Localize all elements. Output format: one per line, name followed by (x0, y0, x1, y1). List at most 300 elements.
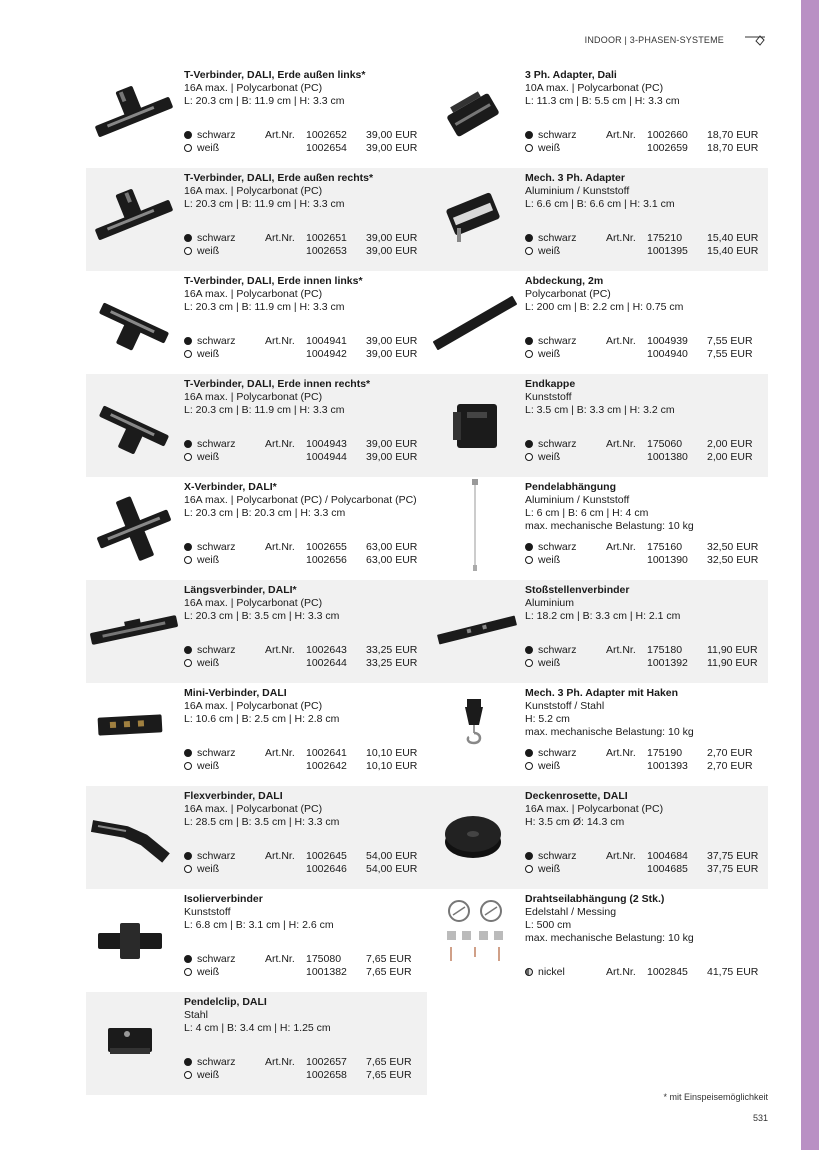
page-number: 531 (752, 1113, 768, 1123)
product-spec: Kunststoff (184, 906, 231, 918)
black-swatch-icon (525, 234, 533, 242)
black-swatch-icon (184, 337, 192, 345)
art-nr-label: Art.Nr. (265, 438, 295, 450)
variant-row (525, 966, 762, 979)
adapter-image (427, 65, 524, 168)
product-title: Deckenrosette, DALI (525, 790, 628, 802)
variant-color: weiß (538, 760, 561, 772)
price: 33,25 EUR (366, 657, 418, 669)
article-number: 1002655 (306, 541, 347, 553)
variant-row (525, 129, 762, 142)
price: 37,75 EUR (707, 850, 759, 862)
art-nr-label: Art.Nr. (265, 850, 295, 862)
product-title: T-Verbinder, DALI, Erde außen rechts* (184, 172, 374, 184)
variant-color: schwarz (197, 747, 236, 759)
article-number: 175060 (647, 438, 683, 450)
product-item (427, 271, 768, 374)
variant-color: schwarz (538, 644, 577, 656)
article-number: 1004940 (647, 348, 688, 360)
t-connector-image (86, 271, 183, 374)
t-connector-image (86, 168, 183, 271)
product-dimensions: L: 18.2 cm | B: 3.3 cm | H: 2.1 cm (525, 610, 681, 622)
article-number: 1002656 (306, 554, 347, 566)
variant-row (525, 657, 762, 670)
white-swatch-icon (184, 968, 192, 976)
product-item (427, 477, 768, 580)
product-item (86, 271, 427, 374)
price: 2,70 EUR (707, 747, 753, 759)
article-number: 1002659 (647, 142, 688, 154)
art-nr-label: Art.Nr. (606, 644, 636, 656)
track-system-icon (745, 31, 767, 47)
variant-row (184, 953, 421, 966)
product-item (86, 168, 427, 271)
price: 7,55 EUR (707, 348, 753, 360)
variant-row (184, 129, 421, 142)
product-spec: Edelstahl / Messing (525, 906, 617, 918)
product-dimensions: L: 200 cm | B: 2.2 cm | H: 0.75 cm (525, 301, 684, 313)
product-spec: 16A max. | Polycarbonat (PC) (184, 597, 323, 609)
variant-row (184, 554, 421, 567)
product-item (86, 374, 427, 477)
product-spec: Aluminium / Kunststoff (525, 494, 630, 506)
price: 39,00 EUR (366, 232, 418, 244)
joint-connector-image (427, 580, 524, 683)
product-dimensions: L: 11.3 cm | B: 5.5 cm | H: 3.3 cm (525, 95, 680, 107)
product-dimensions: L: 500 cm (525, 919, 572, 931)
variant-color: schwarz (538, 335, 577, 347)
white-swatch-icon (184, 659, 192, 667)
flex-connector-image (86, 786, 183, 889)
variant-row (184, 335, 421, 348)
product-item (86, 683, 427, 786)
price: 11,90 EUR (707, 657, 758, 669)
white-swatch-icon (525, 453, 533, 461)
variant-row (184, 644, 421, 657)
variant-color: nickel (538, 966, 565, 978)
article-number: 1004942 (306, 348, 347, 360)
product-dimensions: L: 20.3 cm | B: 11.9 cm | H: 3.3 cm (184, 404, 345, 416)
art-nr-label: Art.Nr. (265, 644, 295, 656)
variant-color: weiß (538, 451, 561, 463)
variant-color: schwarz (538, 747, 577, 759)
product-item (427, 889, 768, 992)
product-item (427, 65, 768, 168)
variant-color: schwarz (197, 129, 236, 141)
product-title: Mini-Verbinder, DALI (184, 687, 287, 699)
price: 2,00 EUR (707, 438, 753, 450)
article-number: 1004941 (306, 335, 347, 347)
product-dimensions: L: 28.5 cm | B: 3.5 cm | H: 3.3 cm (184, 816, 340, 828)
price: 2,70 EUR (707, 760, 753, 772)
product-spec: Polycarbonat (PC) (525, 288, 611, 300)
variant-row (184, 966, 421, 979)
black-swatch-icon (525, 749, 533, 757)
art-nr-label: Art.Nr. (265, 232, 295, 244)
black-swatch-icon (184, 234, 192, 242)
price: 39,00 EUR (366, 438, 418, 450)
white-swatch-icon (184, 762, 192, 770)
product-title: 3 Ph. Adapter, Dali (525, 69, 617, 81)
product-dimensions: L: 6.6 cm | B: 6.6 cm | H: 3.1 cm (525, 198, 675, 210)
product-dimensions: L: 20.3 cm | B: 11.9 cm | H: 3.3 cm (184, 198, 345, 210)
article-number: 1002646 (306, 863, 347, 875)
white-swatch-icon (184, 556, 192, 564)
variant-color: schwarz (538, 129, 577, 141)
variant-row (184, 348, 421, 361)
product-item (86, 992, 427, 1095)
product-title: Isolierverbinder (184, 893, 263, 905)
variant-row (525, 760, 762, 773)
article-number: 1004685 (647, 863, 688, 875)
article-number: 1002658 (306, 1069, 347, 1081)
variant-row (525, 335, 762, 348)
product-title: Pendelabhängung (525, 481, 617, 493)
art-nr-label: Art.Nr. (265, 1056, 295, 1068)
white-swatch-icon (525, 247, 533, 255)
section-header: INDOOR | 3-PHASEN-SYSTEME (584, 35, 724, 45)
product-item (86, 889, 427, 992)
variant-color: schwarz (197, 644, 236, 656)
article-number: 1004944 (306, 451, 347, 463)
product-load: max. mechanische Belastung: 10 kg (525, 932, 694, 944)
variant-row (525, 232, 762, 245)
black-swatch-icon (525, 543, 533, 551)
product-spec: 16A max. | Polycarbonat (PC) (184, 391, 323, 403)
product-dimensions: L: 20.3 cm | B: 11.9 cm | H: 3.3 cm (184, 95, 345, 107)
product-spec: Stahl (184, 1009, 208, 1021)
variant-color: weiß (197, 142, 220, 154)
art-nr-label: Art.Nr. (265, 129, 295, 141)
wire-suspension-image (427, 889, 524, 992)
white-swatch-icon (184, 247, 192, 255)
variant-color: weiß (197, 245, 220, 257)
product-title: Flexverbinder, DALI (184, 790, 283, 802)
hook-adapter-image (427, 683, 524, 786)
variant-row (525, 142, 762, 155)
price: 39,00 EUR (366, 245, 418, 257)
ceiling-rosette-image (427, 786, 524, 889)
variant-row (525, 863, 762, 876)
product-spec: 16A max. | Polycarbonat (PC) (184, 803, 323, 815)
variant-row (525, 348, 762, 361)
price: 2,00 EUR (707, 451, 753, 463)
white-swatch-icon (525, 659, 533, 667)
price: 39,00 EUR (366, 335, 418, 347)
product-item (86, 786, 427, 889)
pendant-suspension-image (427, 477, 524, 580)
price: 11,90 EUR (707, 644, 758, 656)
t-connector-image (86, 374, 183, 477)
product-spec: 16A max. | Polycarbonat (PC) (184, 82, 323, 94)
variant-row (525, 245, 762, 258)
article-number: 1002652 (306, 129, 347, 141)
variant-color: schwarz (538, 232, 577, 244)
black-swatch-icon (184, 646, 192, 654)
product-title: Pendelclip, DALI (184, 996, 267, 1008)
art-nr-label: Art.Nr. (606, 541, 636, 553)
product-spec: Aluminium / Kunststoff (525, 185, 630, 197)
price: 18,70 EUR (707, 129, 759, 141)
white-swatch-icon (184, 865, 192, 873)
art-nr-label: Art.Nr. (265, 541, 295, 553)
product-item (427, 683, 768, 786)
nickel-swatch-icon (525, 968, 533, 976)
black-swatch-icon (184, 1058, 192, 1066)
variant-color: weiß (197, 1069, 220, 1081)
variant-row (525, 747, 762, 760)
variant-color: weiß (197, 657, 220, 669)
t-connector-image (86, 65, 183, 168)
article-number: 1002645 (306, 850, 347, 862)
article-number: 1002651 (306, 232, 347, 244)
price: 15,40 EUR (707, 245, 759, 257)
variant-color: schwarz (197, 335, 236, 347)
article-number: 1004684 (647, 850, 688, 862)
product-dimensions: L: 10.6 cm | B: 2.5 cm | H: 2.8 cm (184, 713, 340, 725)
variant-color: weiß (538, 657, 561, 669)
price: 39,00 EUR (366, 142, 418, 154)
price: 39,00 EUR (366, 129, 418, 141)
product-dimensions: H: 5.2 cm (525, 713, 570, 725)
article-number: 175180 (647, 644, 683, 656)
product-item (427, 786, 768, 889)
product-item (86, 65, 427, 168)
black-swatch-icon (184, 440, 192, 448)
article-number: 1004943 (306, 438, 347, 450)
product-title: Stoßstellenverbinder (525, 584, 630, 596)
variant-row (184, 438, 421, 451)
black-swatch-icon (184, 852, 192, 860)
product-item (86, 477, 427, 580)
price: 7,65 EUR (366, 1069, 412, 1081)
price: 41,75 EUR (707, 966, 759, 978)
variant-row (184, 245, 421, 258)
product-load: max. mechanische Belastung: 10 kg (525, 520, 694, 532)
price: 32,50 EUR (707, 541, 759, 553)
price: 10,10 EUR (366, 747, 418, 759)
product-dimensions: L: 3.5 cm | B: 3.3 cm | H: 3.2 cm (525, 404, 675, 416)
price: 15,40 EUR (707, 232, 759, 244)
variant-row (184, 232, 421, 245)
product-title: Abdeckung, 2m (525, 275, 604, 287)
article-number: 1001380 (647, 451, 688, 463)
art-nr-label: Art.Nr. (606, 129, 636, 141)
article-number: 175080 (306, 953, 342, 965)
product-dimensions: L: 20.3 cm | B: 3.5 cm | H: 3.3 cm (184, 610, 340, 622)
variant-color: schwarz (538, 850, 577, 862)
variant-color: weiß (197, 760, 220, 772)
straight-connector-image (86, 580, 183, 683)
insulating-connector-image (86, 889, 183, 992)
product-spec: 16A max. | Polycarbonat (PC) (184, 185, 323, 197)
variant-row (184, 760, 421, 773)
product-title: Mech. 3 Ph. Adapter mit Haken (525, 687, 679, 699)
art-nr-label: Art.Nr. (606, 232, 636, 244)
article-number: 175160 (647, 541, 683, 553)
left-product-column (86, 65, 427, 1095)
article-number: 1002653 (306, 245, 347, 257)
variant-color: schwarz (197, 232, 236, 244)
article-number: 1002643 (306, 644, 347, 656)
white-swatch-icon (184, 1071, 192, 1079)
black-swatch-icon (525, 131, 533, 139)
product-spec: 16A max. | Polycarbonat (PC) (525, 803, 664, 815)
black-swatch-icon (525, 646, 533, 654)
product-spec: Kunststoff (525, 391, 572, 403)
black-swatch-icon (525, 337, 533, 345)
variant-color: schwarz (197, 541, 236, 553)
price: 39,00 EUR (366, 451, 418, 463)
article-number: 1002845 (647, 966, 688, 978)
white-swatch-icon (525, 556, 533, 564)
article-number: 1002642 (306, 760, 347, 772)
variant-color: weiß (197, 554, 220, 566)
footnote: * mit Einspeisemöglichkeit (663, 1092, 768, 1102)
variant-color: schwarz (197, 438, 236, 450)
art-nr-label: Art.Nr. (606, 438, 636, 450)
black-swatch-icon (525, 852, 533, 860)
right-product-column (427, 65, 768, 992)
product-title: Endkappe (525, 378, 576, 390)
price: 63,00 EUR (366, 554, 418, 566)
variant-row (184, 747, 421, 760)
variant-color: weiß (197, 863, 220, 875)
product-load: max. mechanische Belastung: 10 kg (525, 726, 694, 738)
variant-color: schwarz (538, 438, 577, 450)
variant-color: schwarz (197, 953, 236, 965)
black-swatch-icon (184, 955, 192, 963)
product-title: T-Verbinder, DALI, Erde innen links* (184, 275, 363, 287)
variant-row (184, 1056, 421, 1069)
price: 7,55 EUR (707, 335, 753, 347)
white-swatch-icon (525, 350, 533, 358)
product-item (427, 580, 768, 683)
white-swatch-icon (184, 350, 192, 358)
mini-connector-image (86, 683, 183, 786)
white-swatch-icon (525, 865, 533, 873)
art-nr-label: Art.Nr. (265, 335, 295, 347)
price: 18,70 EUR (707, 142, 759, 154)
product-spec: 16A max. | Polycarbonat (PC) (184, 700, 323, 712)
price: 39,00 EUR (366, 348, 418, 360)
price: 54,00 EUR (366, 863, 418, 875)
variant-row (525, 451, 762, 464)
pendant-clip-image (86, 992, 183, 1095)
article-number: 1002644 (306, 657, 347, 669)
end-cap-image (427, 374, 524, 477)
product-title: T-Verbinder, DALI, Erde innen rechts* (184, 378, 371, 390)
variant-color: schwarz (538, 541, 577, 553)
black-swatch-icon (184, 543, 192, 551)
price: 10,10 EUR (366, 760, 418, 772)
article-number: 1001390 (647, 554, 688, 566)
price: 33,25 EUR (366, 644, 418, 656)
variant-row (184, 863, 421, 876)
article-number: 1001393 (647, 760, 688, 772)
variant-row (525, 644, 762, 657)
section-color-stripe (801, 0, 819, 1150)
article-number: 1002660 (647, 129, 688, 141)
product-title: Drahtseilabhängung (2 Stk.) (525, 893, 665, 905)
variant-color: weiß (538, 245, 561, 257)
white-swatch-icon (525, 144, 533, 152)
variant-row (525, 850, 762, 863)
product-dimensions: L: 4 cm | B: 3.4 cm | H: 1.25 cm (184, 1022, 331, 1034)
variant-row (525, 554, 762, 567)
article-number: 1002657 (306, 1056, 347, 1068)
article-number: 1001395 (647, 245, 688, 257)
product-title: Längsverbinder, DALI* (184, 584, 297, 596)
variant-color: weiß (538, 348, 561, 360)
article-number: 1001382 (306, 966, 347, 978)
article-number: 175190 (647, 747, 683, 759)
product-spec: 16A max. | Polycarbonat (PC) (184, 288, 323, 300)
product-dimensions: L: 20.3 cm | B: 20.3 cm | H: 3.3 cm (184, 507, 346, 519)
variant-row (184, 1069, 421, 1082)
black-swatch-icon (184, 131, 192, 139)
product-title: T-Verbinder, DALI, Erde außen links* (184, 69, 366, 81)
product-spec: 16A max. | Polycarbonat (PC) / Polycarbonat (PC) (184, 494, 417, 506)
product-spec: Kunststoff / Stahl (525, 700, 605, 712)
product-title: Mech. 3 Ph. Adapter (525, 172, 625, 184)
x-connector-image (86, 477, 183, 580)
art-nr-label: Art.Nr. (265, 953, 295, 965)
product-spec: 10A max. | Polycarbonat (PC) (525, 82, 664, 94)
black-swatch-icon (184, 749, 192, 757)
article-number: 1002641 (306, 747, 347, 759)
article-number: 1001392 (647, 657, 688, 669)
white-swatch-icon (184, 144, 192, 152)
price: 7,65 EUR (366, 1056, 412, 1068)
variant-row (525, 541, 762, 554)
white-swatch-icon (525, 762, 533, 770)
variant-color: weiß (197, 966, 220, 978)
product-dimensions: L: 6 cm | B: 6 cm | H: 4 cm (525, 507, 649, 519)
variant-row (184, 142, 421, 155)
variant-row (525, 438, 762, 451)
variant-color: schwarz (197, 1056, 236, 1068)
article-number: 1004939 (647, 335, 688, 347)
article-number: 175210 (647, 232, 683, 244)
product-dimensions: L: 20.3 cm | B: 11.9 cm | H: 3.3 cm (184, 301, 345, 313)
variant-row (184, 850, 421, 863)
price: 32,50 EUR (707, 554, 759, 566)
article-number: 1002654 (306, 142, 347, 154)
price: 7,65 EUR (366, 953, 412, 965)
variant-color: weiß (538, 142, 561, 154)
art-nr-label: Art.Nr. (265, 747, 295, 759)
product-title: X-Verbinder, DALI* (184, 481, 277, 493)
art-nr-label: Art.Nr. (606, 850, 636, 862)
variant-color: weiß (538, 863, 561, 875)
variant-color: weiß (538, 554, 561, 566)
art-nr-label: Art.Nr. (606, 335, 636, 347)
product-item (427, 168, 768, 271)
price: 7,65 EUR (366, 966, 412, 978)
variant-row (184, 657, 421, 670)
variant-row (184, 541, 421, 554)
art-nr-label: Art.Nr. (606, 966, 636, 978)
product-item (427, 374, 768, 477)
variant-color: weiß (197, 348, 220, 360)
product-spec: Aluminium (525, 597, 575, 609)
variant-color: schwarz (197, 850, 236, 862)
black-swatch-icon (525, 440, 533, 448)
price: 54,00 EUR (366, 850, 418, 862)
product-item (86, 580, 427, 683)
product-dimensions: L: 6.8 cm | B: 3.1 cm | H: 2.6 cm (184, 919, 334, 931)
